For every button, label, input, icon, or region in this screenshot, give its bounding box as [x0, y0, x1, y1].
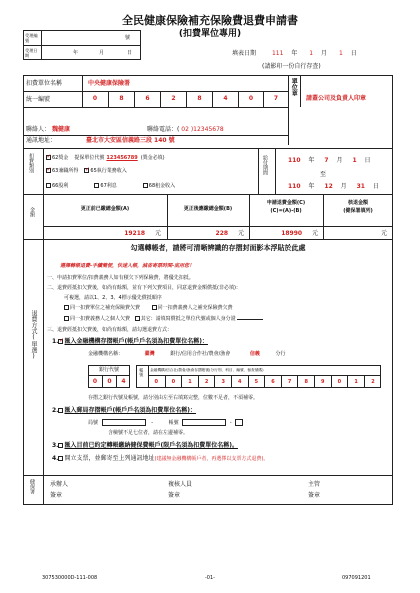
phone-label: 聯絡電話：( [147, 126, 180, 133]
reviewer-sign: 簽章 [168, 492, 181, 499]
address-value[interactable]: 臺北市大安區信義路三段 140 號 [85, 137, 175, 144]
amount-d [323, 230, 387, 237]
option-4-note: (建議無金融機構帳戶者，再選擇以支票方式退費)。 [154, 456, 269, 462]
period-from-day-label: 日 [364, 157, 371, 164]
account-digit: 1 [181, 375, 198, 388]
account-digit: 1 [347, 375, 364, 388]
receipt-number-label: 受理編號 [25, 33, 38, 44]
chief-sign: 簽章 [308, 492, 321, 499]
deduction-category-label: 扣費類別 [28, 153, 34, 173]
period-to-label: 至 [320, 171, 327, 178]
bonus-required-note: (獎金必填) [140, 155, 165, 161]
amount-b-value[interactable]: 228 [215, 230, 229, 237]
option-67-code: 67 [100, 183, 107, 189]
checkbox-65[interactable] [84, 168, 89, 173]
refund-option-4 [52, 455, 268, 462]
fill-day-label: 日 [350, 50, 357, 57]
reviewer-label: 複核人員 [168, 481, 193, 488]
account-digit: 4 [231, 375, 248, 388]
period-from [288, 157, 371, 164]
fill-year: 111 [271, 50, 284, 57]
review-label: 健保署 [29, 479, 35, 494]
option-62-label: 獎金 [58, 155, 69, 161]
phone-row [147, 126, 224, 133]
amount-col-d-header: 核退金額 [347, 200, 368, 206]
option-2-checkbox[interactable] [58, 408, 63, 413]
debt-checkbox-3[interactable] [64, 316, 69, 321]
handler-sign: 簽章 [50, 492, 63, 499]
refund-line-2: 二、退費經抵扣欠費後，如尚有餘額，並有下列欠費項目，同意退費金額償抵(非必填)： [47, 285, 241, 291]
post-office-label: 局號 [88, 420, 99, 426]
refund-option-3 [52, 442, 238, 449]
amount-label: 金額 [29, 207, 35, 217]
copy-note: (請影印一份自行存查) [262, 63, 321, 70]
fill-day: 1 [338, 50, 343, 57]
option-4-number: 4. [52, 455, 59, 462]
amount-col-c-header: 申請退費金額(C) [266, 200, 306, 206]
period-to-month[interactable]: 12 [324, 183, 333, 190]
amount-col-a-header: 更正前已繳總金額(A) [80, 206, 130, 212]
post-account-row: 局號 - 帳號 - [88, 419, 243, 426]
address-label: 通訊地址： [26, 137, 57, 144]
bank-type-label: 銀行/信用合作社/農會/漁會 [170, 351, 231, 357]
period-to-day[interactable]: 31 [356, 183, 365, 190]
unit-seal-label: 單位章 [290, 78, 298, 96]
account-digit: 8 [297, 375, 314, 388]
debt-other-input[interactable] [237, 319, 263, 320]
refund-warning: 選擇轉帳退費-手續簡便，快速入帳，減省寄票時間-底用您！ [60, 263, 195, 269]
receipt-date-label: 受理日期 [25, 48, 38, 59]
option-66-label: 股利 [58, 183, 69, 189]
amount-b-unit: 元 [237, 230, 244, 237]
bank-name-value[interactable]: 臺灣 [144, 351, 155, 357]
amount-a-value[interactable]: 19218 [124, 230, 146, 237]
option-68-label: 租金收入 [155, 183, 176, 189]
checkbox-67[interactable] [94, 183, 99, 188]
option-67-label: 利息 [106, 183, 117, 189]
refund-option-1 [52, 338, 208, 345]
unit-name-label: 扣費單位名稱 [26, 80, 63, 87]
contact-label: 聯絡人： [26, 126, 51, 133]
post-account-label: 帳號 [168, 420, 179, 426]
post-note: 含檢號不足七位者，請在左邊補零。 [108, 430, 189, 436]
form-title: 全民健康保險補充保險費退費申請書 [122, 14, 298, 27]
account-hint: 金融機構/信合社/農會/漁會存摺帳號(分行別、科目、編號、檢查號碼) [150, 368, 264, 372]
refund-line-1: 一、申請扣費單位/扣費義務人如有積欠下列保險費，將優先扣抵。 [47, 275, 194, 281]
fill-date [232, 50, 357, 57]
account-digits[interactable] [148, 375, 381, 388]
option-3-checkbox[interactable] [58, 443, 63, 448]
option-66-code: 66 [52, 183, 59, 189]
account-digit: 6 [264, 375, 281, 388]
bank-code-digit: 0 [92, 377, 98, 385]
option-1-checkbox[interactable] [58, 339, 63, 344]
tax-id-digit: 0 [238, 91, 263, 107]
receipt-day: 日 [127, 50, 133, 56]
phone-number[interactable]: )12345678 [190, 126, 224, 133]
option-68-code: 68 [148, 183, 156, 189]
bank-code-digits[interactable] [88, 375, 130, 388]
chief-label: 主管 [308, 481, 321, 488]
amount-col-c-formula: (C)=(A)-(B) [270, 208, 302, 214]
period-to-month-label: 月 [340, 183, 347, 190]
account-digit: 9 [314, 375, 331, 388]
account-note: 存摺之銀行代號及帳號，請分別由左至右填寫完整，位數不足者，不須補零。 [88, 395, 259, 401]
amount-b [167, 230, 244, 237]
debt-label-4: 其它：請填寫償抵之單位代號或個人身分證 [140, 316, 236, 322]
amount-a [43, 230, 161, 237]
debt-label-3: 同一扣費義務人之個人欠費 [70, 316, 131, 322]
checkbox-63[interactable] [46, 168, 51, 173]
bank-code-digit: 0 [102, 375, 116, 388]
debt-checkbox-2[interactable] [152, 305, 157, 310]
period-from-year[interactable]: 110 [288, 157, 301, 164]
period-from-month-label: 月 [336, 157, 343, 164]
deduction-row-3 [46, 183, 175, 189]
refund-option-2 [52, 407, 196, 414]
refund-notice: 勾選轉帳者，請將可清晰辨識的存摺封面影本浮貼於此處 [130, 244, 306, 252]
receipt-year: 年 [73, 50, 79, 56]
debt-label-1: 同一扣費單位之補充保險費欠費 [70, 305, 141, 311]
bonus-unit-label: 提保單位代號 [74, 155, 105, 161]
contact-row [26, 126, 70, 133]
unit-name-value[interactable]: 中央健康保險署 [88, 80, 131, 87]
bank-code-label: 銀行代號 [98, 367, 119, 373]
checkbox-62[interactable] [46, 155, 51, 160]
account-digit: 5 [248, 375, 265, 388]
amount-col-d-note: (健保署填列) [343, 208, 373, 214]
receipt-month: 月 [99, 50, 105, 56]
post-account-input[interactable] [182, 419, 226, 426]
pay-period-label: 給付期間 [262, 155, 268, 175]
footer-page-number: -01- [205, 575, 215, 581]
bank-code-digit: 4 [116, 375, 130, 388]
debt-checkbox-4[interactable] [135, 316, 140, 321]
phone-area[interactable]: 02 [181, 126, 189, 133]
option-65-label: 執行業務收入 [96, 168, 127, 174]
fill-year-label: 年 [291, 50, 298, 57]
debt-checkbox-1[interactable] [64, 305, 69, 310]
footer-version: 097091201 [342, 575, 371, 581]
option-1-label: 匯入金融機構存摺帳戶(帳戶戶名須為扣費單位名稱)： [64, 338, 208, 345]
account-digit: 2 [364, 375, 381, 388]
option-63-label: 兼職所得 [58, 168, 79, 174]
option-65-code: 65 [90, 168, 97, 174]
amount-d-unit: 元 [380, 230, 387, 237]
tax-id-digit: 8 [186, 91, 212, 107]
post-office-input[interactable] [102, 419, 146, 426]
debt-label-2: 同一扣費義務人之補充保險費欠費 [157, 305, 233, 311]
bank-name-row [88, 351, 286, 357]
tax-id-digit: 8 [108, 91, 134, 107]
tax-id-digit: 0 [92, 95, 98, 103]
tax-id-digit: 2 [160, 91, 186, 107]
period-to-year[interactable]: 110 [288, 183, 301, 190]
branch-label: 分行 [275, 351, 286, 357]
account-digit: 0 [331, 375, 348, 388]
checkbox-66[interactable] [46, 183, 51, 188]
tax-id-label: 統一編號 [26, 96, 51, 103]
fill-month: 1 [309, 50, 314, 57]
option-1-number: 1. [52, 338, 59, 345]
tax-id-digit: 4 [212, 91, 238, 107]
amount-c-value[interactable]: 18990 [281, 230, 303, 237]
option-3-number: 3. [52, 442, 59, 449]
account-digit: 0 [165, 375, 182, 388]
period-from-year-label: 年 [308, 157, 315, 164]
amount-a-unit: 元 [154, 230, 161, 237]
address-row [26, 137, 175, 144]
handler-label: 承辦人 [50, 481, 69, 488]
account-digit: 7 [281, 375, 298, 388]
fill-date-label: 填表日期 [232, 50, 257, 57]
footer-form-code: 307530000D-111-008 [42, 575, 98, 581]
post-check-digit-input[interactable] [235, 419, 243, 426]
option-3-label: 匯入目前已約定轉帳繳納健保費帳戶(限戶名須為扣費單位名稱)。 [64, 442, 238, 449]
option-2-number: 2. [52, 407, 59, 414]
tax-id-digit: 7 [263, 91, 288, 107]
option-63-code: 63 [52, 168, 59, 174]
account-digit: 2 [198, 375, 215, 388]
period-to [288, 183, 379, 190]
deduction-row-1 [46, 155, 165, 161]
period-to-day-label: 日 [372, 183, 379, 190]
deduction-row-2 [46, 168, 127, 174]
account-label: 帳號 [139, 368, 145, 377]
form-subtitle: (扣費單位專用) [178, 29, 242, 39]
contact-name[interactable]: 魏健康 [51, 126, 70, 133]
receipt-no-suffix: 號 [125, 35, 131, 41]
refund-line-3: 三、退費經抵扣欠費後，如尚有餘額，請勾選退費方式： [47, 327, 173, 333]
period-to-year-label: 年 [308, 183, 315, 190]
amount-c [249, 230, 318, 237]
debt-row-2 [64, 316, 263, 322]
account-digit: 0 [154, 378, 159, 385]
fill-month-label: 月 [321, 50, 328, 57]
branch-name-value[interactable]: 信義 [249, 351, 260, 357]
refund-method-label: 退費方式(單選) [30, 310, 37, 360]
tax-id-digit: 6 [134, 91, 160, 107]
option-2-label: 匯入郵局存摺帳戶(帳戶戶名須為扣費單位名稱)： [64, 407, 196, 414]
option-62-code: 62 [52, 155, 59, 161]
amount-c-unit: 元 [311, 230, 318, 237]
checkbox-68[interactable] [143, 183, 148, 188]
option-4-checkbox[interactable] [58, 456, 63, 461]
bank-name-label: 金融機構名稱： [88, 351, 124, 357]
period-from-month[interactable]: 7 [324, 157, 329, 164]
debt-row-1 [64, 305, 233, 311]
account-digit: 3 [214, 375, 231, 388]
period-from-day[interactable]: 1 [352, 157, 357, 164]
amount-col-b-header: 更正後應繳總金額(B) [183, 206, 233, 212]
option-4-label: 開立支票，並郵寄至上列通訊地址 [64, 455, 155, 462]
refund-line-2-note: 可複選，請以1、2、3、4標示優先償抵順序 [64, 295, 162, 301]
tax-id-digits[interactable] [82, 91, 288, 107]
unit-seal-value: 請蓋公司及負責人印章 [306, 95, 367, 102]
bonus-unit-code[interactable]: 123456789 [106, 155, 138, 161]
